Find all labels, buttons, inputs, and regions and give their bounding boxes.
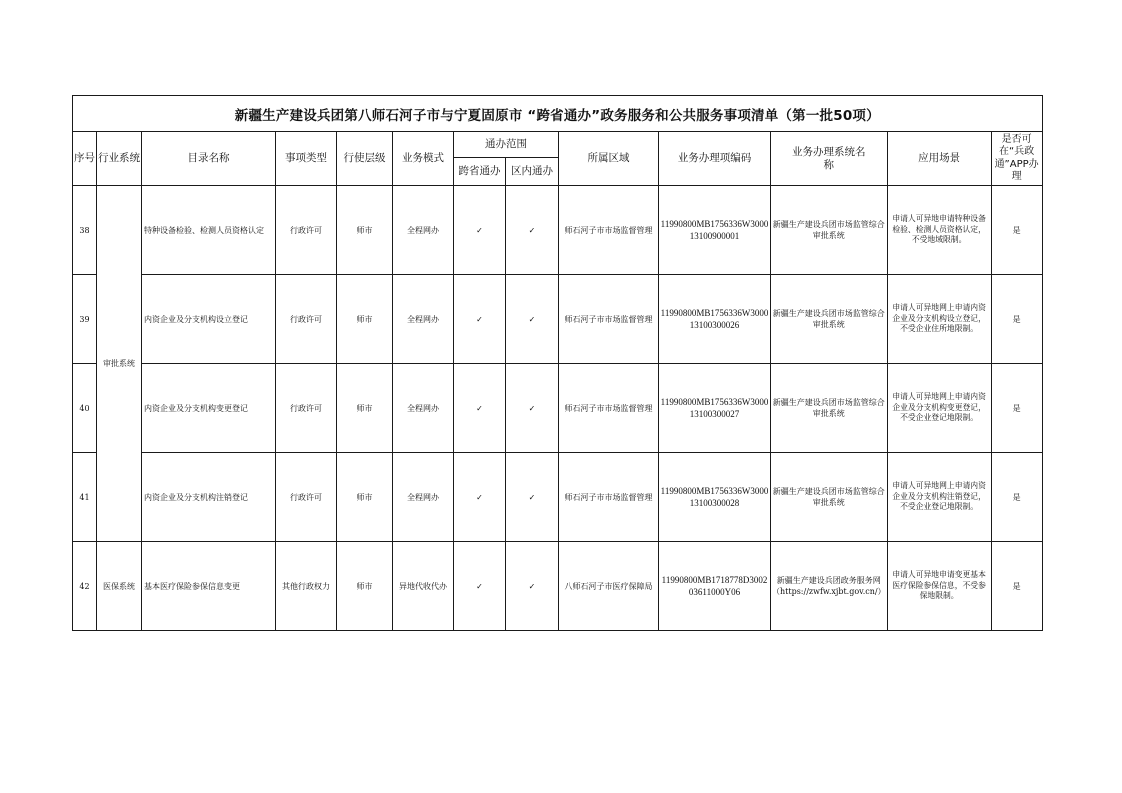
header-region: 所属区域 — [559, 132, 659, 186]
row-cross-check: ✓ — [454, 364, 506, 453]
row-district-check: ✓ — [506, 542, 559, 631]
row-district-check: ✓ — [506, 453, 559, 542]
row-level: 师市 — [337, 275, 393, 364]
row-type: 其他行政权力 — [276, 542, 337, 631]
header-industry: 行业系统 — [97, 132, 142, 186]
header-level: 行使层级 — [337, 132, 393, 186]
row-catalog: 内资企业及分支机构设立登记 — [142, 275, 276, 364]
header-type: 事项类型 — [276, 132, 337, 186]
row-app: 是 — [991, 542, 1042, 631]
header-scope: 通办范围 — [454, 132, 559, 158]
row-cross-check: ✓ — [454, 275, 506, 364]
row-region: 师石河子市市场监督管理 — [559, 186, 659, 275]
row-system: 新疆生产建设兵团市场监管综合审批系统 — [771, 275, 888, 364]
table-row — [73, 453, 1043, 542]
row-district-check: ✓ — [506, 186, 559, 275]
table-row — [73, 186, 1043, 275]
header-code: 业务办理项编码 — [659, 132, 771, 186]
row-mode: 全程网办 — [393, 364, 454, 453]
row-app: 是 — [991, 364, 1042, 453]
row-system: 新疆生产建设兵团市场监管综合审批系统 — [771, 453, 888, 542]
header-catalog: 目录名称 — [142, 132, 276, 186]
table-row — [73, 275, 1043, 364]
row-cross-check: ✓ — [454, 186, 506, 275]
group-medical-system: 医保系统 — [97, 542, 142, 631]
row-scene: 申请人可异地申请变更基本医疗保险参保信息，不受参保地限制。 — [887, 542, 991, 631]
row-level: 师市 — [337, 364, 393, 453]
row-mode: 全程网办 — [393, 453, 454, 542]
row-region: 师石河子市市场监督管理 — [559, 275, 659, 364]
group-approval-system: 审批系统 — [97, 186, 142, 542]
row-level: 师市 — [337, 186, 393, 275]
row-type: 行政许可 — [276, 364, 337, 453]
row-app: 是 — [991, 186, 1042, 275]
header-system: 业务办理系统名称 — [771, 132, 888, 186]
row-catalog: 基本医疗保险参保信息变更 — [142, 542, 276, 631]
row-seq: 42 — [73, 542, 97, 631]
row-mode: 全程网办 — [393, 186, 454, 275]
row-catalog: 内资企业及分支机构注销登记 — [142, 453, 276, 542]
row-mode: 全程网办 — [393, 275, 454, 364]
row-app: 是 — [991, 453, 1042, 542]
row-seq: 38 — [73, 186, 97, 275]
row-scene: 申请人可异地网上申请内资企业及分支机构设立登记，不受企业住所地限制。 — [887, 275, 991, 364]
row-district-check: ✓ — [506, 364, 559, 453]
row-cross-check: ✓ — [454, 542, 506, 631]
row-region: 八师石河子市医疗保障局 — [559, 542, 659, 631]
row-catalog: 特种设备检验、检测人员资格认定 — [142, 186, 276, 275]
row-type: 行政许可 — [276, 275, 337, 364]
header-mode: 业务模式 — [393, 132, 454, 186]
row-scene: 申请人可异地网上申请内资企业及分支机构注销登记，不受企业登记地限制。 — [887, 453, 991, 542]
header-seq: 序号 — [73, 132, 97, 186]
table-row — [73, 542, 1043, 631]
row-scene: 申请人可异地网上申请内资企业及分支机构变更登记，不受企业登记地限制。 — [887, 364, 991, 453]
row-type: 行政许可 — [276, 453, 337, 542]
row-code: 11990800MB1756336W300013100300027 — [659, 364, 771, 453]
header-cross-province: 跨省通办 — [454, 158, 506, 186]
row-level: 师市 — [337, 542, 393, 631]
row-catalog: 内资企业及分支机构变更登记 — [142, 364, 276, 453]
row-scene: 申请人可异地申请特种设备检验、检测人员资格认定，不受地域限制。 — [887, 186, 991, 275]
row-code: 11990800MB1756336W300013100900001 — [659, 186, 771, 275]
row-code: 11990800MB1756336W300013100300028 — [659, 453, 771, 542]
row-type: 行政许可 — [276, 186, 337, 275]
row-seq: 39 — [73, 275, 97, 364]
row-level: 师市 — [337, 453, 393, 542]
header-app: 是否可在“兵政通”APP办理 — [991, 132, 1042, 186]
row-system: 新疆生产建设兵团市场监管综合审批系统 — [771, 186, 888, 275]
header-in-district: 区内通办 — [506, 158, 559, 186]
row-mode: 异地代收代办 — [393, 542, 454, 631]
row-system: 新疆生产建设兵团政务服务网（https://zwfw.xjbt.gov.cn/） — [771, 542, 888, 631]
row-region: 师石河子市市场监督管理 — [559, 364, 659, 453]
row-seq: 40 — [73, 364, 97, 453]
row-code: 11990800MB1718778D300203611000Y06 — [659, 542, 771, 631]
row-cross-check: ✓ — [454, 453, 506, 542]
table-row — [73, 364, 1043, 453]
row-region: 师石河子市市场监督管理 — [559, 453, 659, 542]
row-district-check: ✓ — [506, 275, 559, 364]
service-list-table — [72, 95, 1043, 631]
row-seq: 41 — [73, 453, 97, 542]
row-code: 11990800MB1756336W300013100300026 — [659, 275, 771, 364]
header-scene: 应用场景 — [887, 132, 991, 186]
row-app: 是 — [991, 275, 1042, 364]
row-system: 新疆生产建设兵团市场监管综合审批系统 — [771, 364, 888, 453]
table-title: 新疆生产建设兵团第八师石河子市与宁夏固原市 “跨省通办”政务服务和公共服务事项清单（第一批50项） — [73, 96, 1043, 132]
